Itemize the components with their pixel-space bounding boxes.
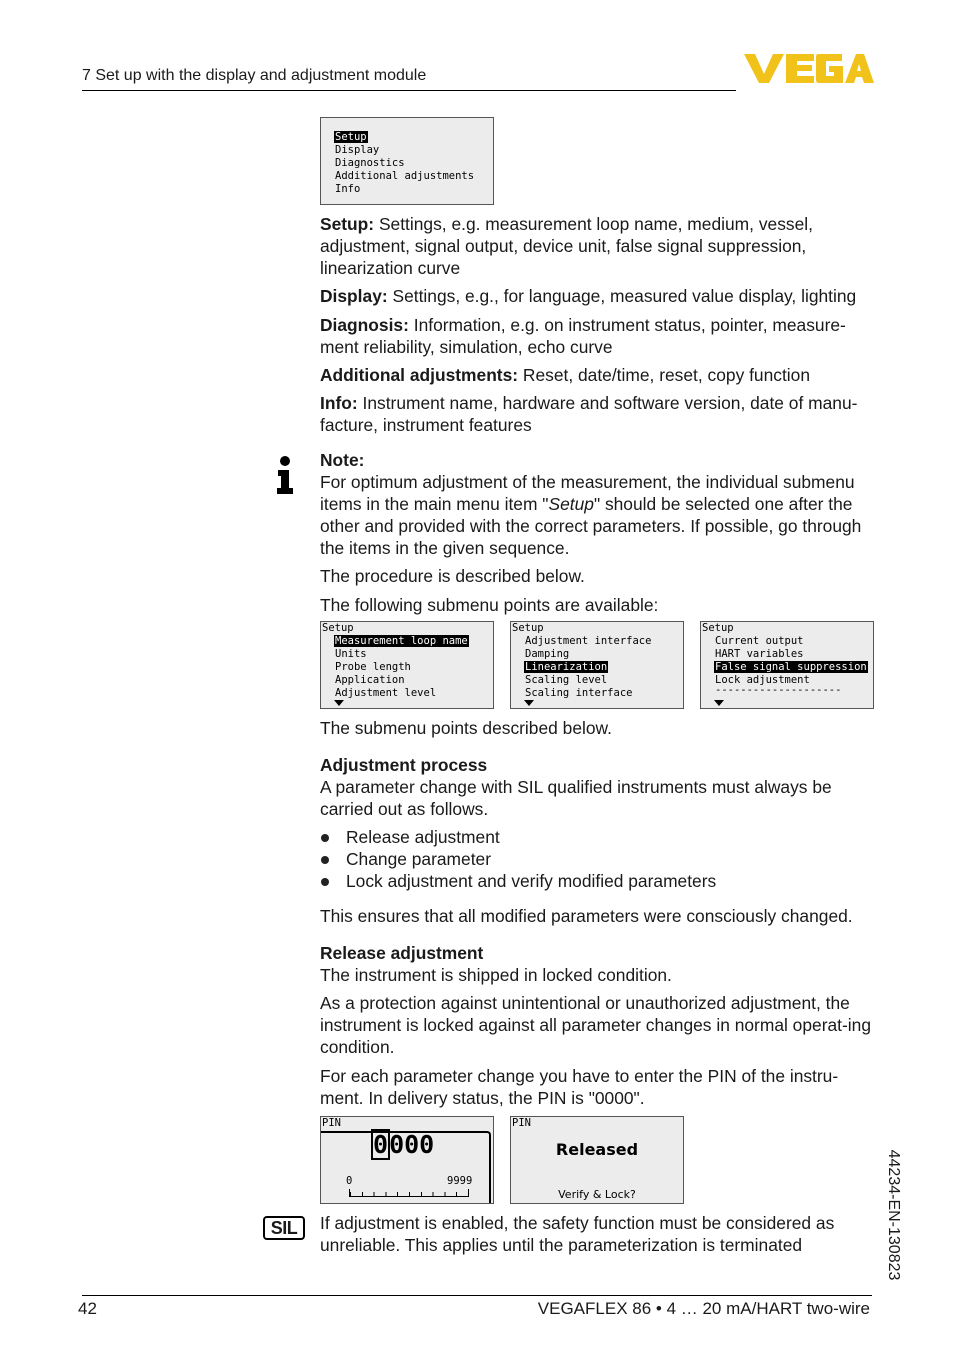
adjustment-heading: Adjustment process: [320, 755, 488, 775]
list-item: Change parameter: [320, 848, 876, 870]
note-text: For optimum adjustment of the measurement, the individual submenu items in the main menu item "Setup" should be selected one after the other and provided with the correct parameters. If possible, go through the items in the given sequence.: [320, 472, 862, 558]
info-icon: [275, 455, 295, 500]
submenu-item: Probe length: [335, 661, 411, 673]
separator-line: --------------------: [715, 684, 842, 696]
submenu-item: Scaling level: [525, 674, 608, 686]
submenu-item: Current output: [715, 635, 804, 647]
scroll-down-icon: [334, 700, 344, 706]
pin-entry-screen: [320, 1116, 494, 1204]
page-number: 42: [78, 1299, 97, 1318]
main-menu-screen: [320, 117, 494, 205]
section-header: 7 Set up with the display and adjustment module: [82, 67, 427, 84]
scale-min: 0: [346, 1175, 353, 1187]
list-item: Lock adjustment and verify modified parameters: [320, 870, 876, 892]
submenu-item: Linearization: [525, 661, 608, 673]
submenu-item: Adjustment level: [335, 687, 437, 699]
sil-text: If adjustment is enabled, the safety function must be considered as unreliable. This applies until the parameterization is terminated: [320, 1213, 835, 1255]
submenu-item: Units: [335, 648, 367, 660]
release-p2: As a protection against unintentional or unauthorized adjustment, the instrument is locked against all parameter changes in normal operat-ing condition.: [320, 993, 871, 1057]
desc-info: Info: Instrument name, hardware and software version, date of manu-facture, instrument features: [320, 393, 858, 435]
menu-item-display: Display: [335, 144, 380, 156]
scroll-down-icon: [714, 700, 724, 706]
vega-logo-icon: [742, 50, 874, 86]
desc-additional: Additional adjustments: Reset, date/time, reset, copy function: [320, 365, 810, 385]
adjustment-conclusion: This ensures that all modified parameters were consciously changed.: [320, 906, 853, 926]
scroll-down-icon: [524, 700, 534, 706]
adjustment-steps: [320, 826, 876, 892]
menu-item-setup: Setup: [335, 131, 367, 143]
status-released: Released: [555, 1140, 639, 1159]
pin-cursor-digit: 0: [373, 1130, 389, 1159]
note-title: Note:: [320, 450, 365, 470]
footer-rule: [82, 1295, 872, 1296]
submenu-item: Application: [335, 674, 405, 686]
submenu-item: Scaling interface: [525, 687, 633, 699]
submenu-screen-1: [320, 621, 494, 709]
desc-diagnosis: Diagnosis: Information, e.g. on instrument status, pointer, measure-ment reliability, simulation, echo curve: [320, 315, 846, 357]
procedure-text: The procedure is described below.: [320, 566, 585, 586]
release-heading: Release adjustment: [320, 943, 484, 963]
submenu-screen-3: [700, 621, 874, 709]
submenu-item: Damping: [525, 648, 570, 660]
desc-setup: Setup: Settings, e.g. measurement loop name, medium, vessel, adjustment, signal output, device unit, false signal suppression, linearization curve: [320, 214, 813, 278]
verify-lock-prompt: Verify & Lock?: [558, 1188, 636, 1201]
desc-display: Display: Settings, e.g., for language, measured value display, lighting: [320, 286, 857, 306]
submenu-item: False signal suppression: [715, 661, 867, 673]
sil-badge: SIL: [263, 1216, 305, 1240]
submenu-item: HART variables: [715, 648, 804, 660]
submenu-described: The submenu points described below.: [320, 718, 612, 738]
note-block: [320, 449, 876, 616]
header-rule: [82, 90, 736, 91]
screen-title: Setup: [512, 622, 544, 634]
screen-title: PIN: [322, 1117, 341, 1129]
footer-product: VEGAFLEX 86 • 4 … 20 mA/HART two-wire: [537, 1299, 870, 1318]
scale-ruler: [349, 1189, 469, 1197]
release-p1: The instrument is shipped in locked condition.: [320, 965, 672, 985]
release-p3: For each parameter change you have to enter the PIN of the instru-ment. In delivery status, the PIN is "0000".: [320, 1066, 839, 1108]
screen-title: Setup: [702, 622, 734, 634]
document-code: 44234-EN-130823: [885, 1149, 902, 1281]
adjustment-text: A parameter change with SIL qualified instruments must always be carried out as follows.: [320, 777, 832, 819]
menu-item-info: Info: [335, 183, 361, 195]
scale-max: 9999: [447, 1175, 473, 1187]
menu-item-additional-adjustments: Additional adjustments: [335, 170, 475, 182]
list-item: Release adjustment: [320, 826, 876, 848]
screen-title: PIN: [512, 1117, 531, 1129]
pin-value: 0000: [373, 1130, 435, 1159]
vega-logo: [742, 50, 874, 91]
menu-item-diagnostics: Diagnostics: [335, 157, 405, 169]
screen-title: Setup: [322, 622, 354, 634]
menu-descriptions: [320, 213, 876, 436]
submenu-item: Adjustment interface: [525, 635, 652, 647]
submenu-screen-2: [510, 621, 684, 709]
submenu-item: Measurement loop name: [335, 635, 468, 647]
pin-released-screen: [510, 1116, 684, 1204]
adjustment-section: [320, 717, 876, 1109]
submenu-intro: The following submenu points are available:: [320, 595, 659, 615]
submenu-item: Lock adjustment: [715, 674, 810, 686]
